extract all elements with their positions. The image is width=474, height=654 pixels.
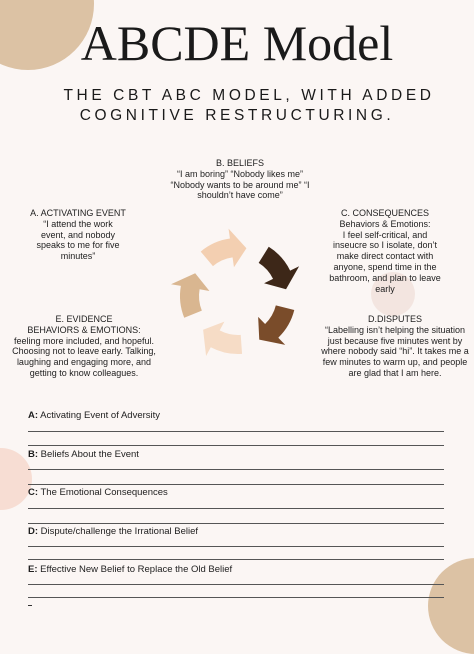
- evidence-heading: E. EVIDENCE: [55, 314, 113, 324]
- answer-line[interactable]: [28, 597, 444, 598]
- disputes-block: [318, 314, 472, 379]
- worksheet-label: E: Effective New Belief to Replace the Old Belief: [28, 564, 233, 575]
- answer-line[interactable]: [28, 445, 444, 446]
- subtitle-line-1: THE CBT ABC MODEL, WITH ADDED: [63, 87, 435, 104]
- cycle-arrow-4: [203, 322, 242, 356]
- worksheet-label: D: Dispute/challenge the Irrational Belief: [28, 526, 199, 537]
- cycle-arrow-3: [258, 305, 294, 344]
- disputes-line: few minutes to warm up, and people: [322, 357, 468, 368]
- page-title: ABCDE Model: [80, 15, 394, 71]
- disputes-line: where nobody said “hi”. It takes me a: [321, 346, 469, 357]
- worksheet-item-b: [28, 449, 444, 461]
- disputes-line: “Labelling isn’t helping the situation: [324, 324, 466, 335]
- activating-line: minutes”: [60, 251, 96, 262]
- answer-line[interactable]: [28, 469, 444, 470]
- answer-line[interactable]: [28, 523, 444, 524]
- answer-line[interactable]: [28, 559, 444, 560]
- evidence-line: laughing and engaging more, and: [16, 357, 152, 368]
- disputes-line: are glad that I am here.: [348, 367, 442, 378]
- worksheet-label: B: Beliefs About the Event: [28, 449, 139, 460]
- consequences-heading: C. CONSEQUENCES: [340, 208, 429, 218]
- consequences-subheading: Behaviors & Emotions:: [339, 218, 431, 229]
- worksheet-item-c: [28, 487, 444, 499]
- consequences-line: inseucre so I isolate, don’t: [332, 240, 438, 251]
- beliefs-line: “Nobody wants to be around me” “I: [170, 179, 310, 190]
- activating-line: event, and nobody: [40, 229, 116, 240]
- beliefs-heading: B. BELIEFS: [215, 158, 265, 168]
- disputes-line: just because five minutes went by: [327, 335, 463, 346]
- evidence-block: [4, 314, 164, 379]
- answer-line[interactable]: [28, 546, 444, 547]
- evidence-subheading: BEHAVIORS & EMOTIONS:: [27, 324, 141, 335]
- stray-mark: [28, 605, 32, 606]
- beliefs-line: “I am boring” “Nobody likes me”: [176, 168, 304, 179]
- disputes-heading: D.DISPUTES: [367, 314, 422, 324]
- evidence-line: Choosing not to leave early. Talking,: [12, 346, 156, 357]
- subtitle-line-2: COGNITIVE RESTRUCTURING.: [79, 107, 395, 124]
- evidence-line: getting to know colleagues.: [29, 367, 139, 378]
- consequences-line: I feel self-critical, and: [342, 229, 428, 240]
- worksheet-item-d: [28, 526, 444, 538]
- answer-line[interactable]: [28, 508, 444, 509]
- cycle-arrow-2: [259, 247, 299, 289]
- consequences-line: early: [375, 283, 395, 294]
- cycle-arrows-diagram: [168, 226, 308, 366]
- worksheet-label: C: The Emotional Consequences: [28, 487, 168, 498]
- activating-event-block: [22, 208, 134, 262]
- activating-heading: A. ACTIVATING EVENT: [30, 208, 126, 218]
- worksheet-label: A: Activating Event of Adversity: [28, 410, 161, 421]
- answer-line[interactable]: [28, 584, 444, 585]
- consequences-line: anyone, spend time in the: [333, 261, 437, 272]
- answer-line[interactable]: [28, 431, 444, 432]
- answer-line[interactable]: [28, 484, 444, 485]
- consequences-line: bathroom, and plan to leave: [329, 272, 441, 283]
- worksheet-item-a: [28, 410, 444, 422]
- beliefs-line: shouldn’t have come”: [197, 190, 283, 201]
- evidence-line: feeling more included, and hopeful.: [13, 335, 155, 346]
- worksheet-item-e: [28, 564, 444, 576]
- consequences-line: make direct contact with: [336, 251, 434, 262]
- consequences-block: [320, 208, 450, 294]
- cycle-arrow-5: [171, 273, 209, 318]
- activating-line: speaks to me for five: [36, 240, 120, 251]
- cycle-arrow-1: [201, 229, 247, 268]
- activating-line: “I attend the work: [43, 218, 113, 229]
- beliefs-block: [150, 158, 330, 201]
